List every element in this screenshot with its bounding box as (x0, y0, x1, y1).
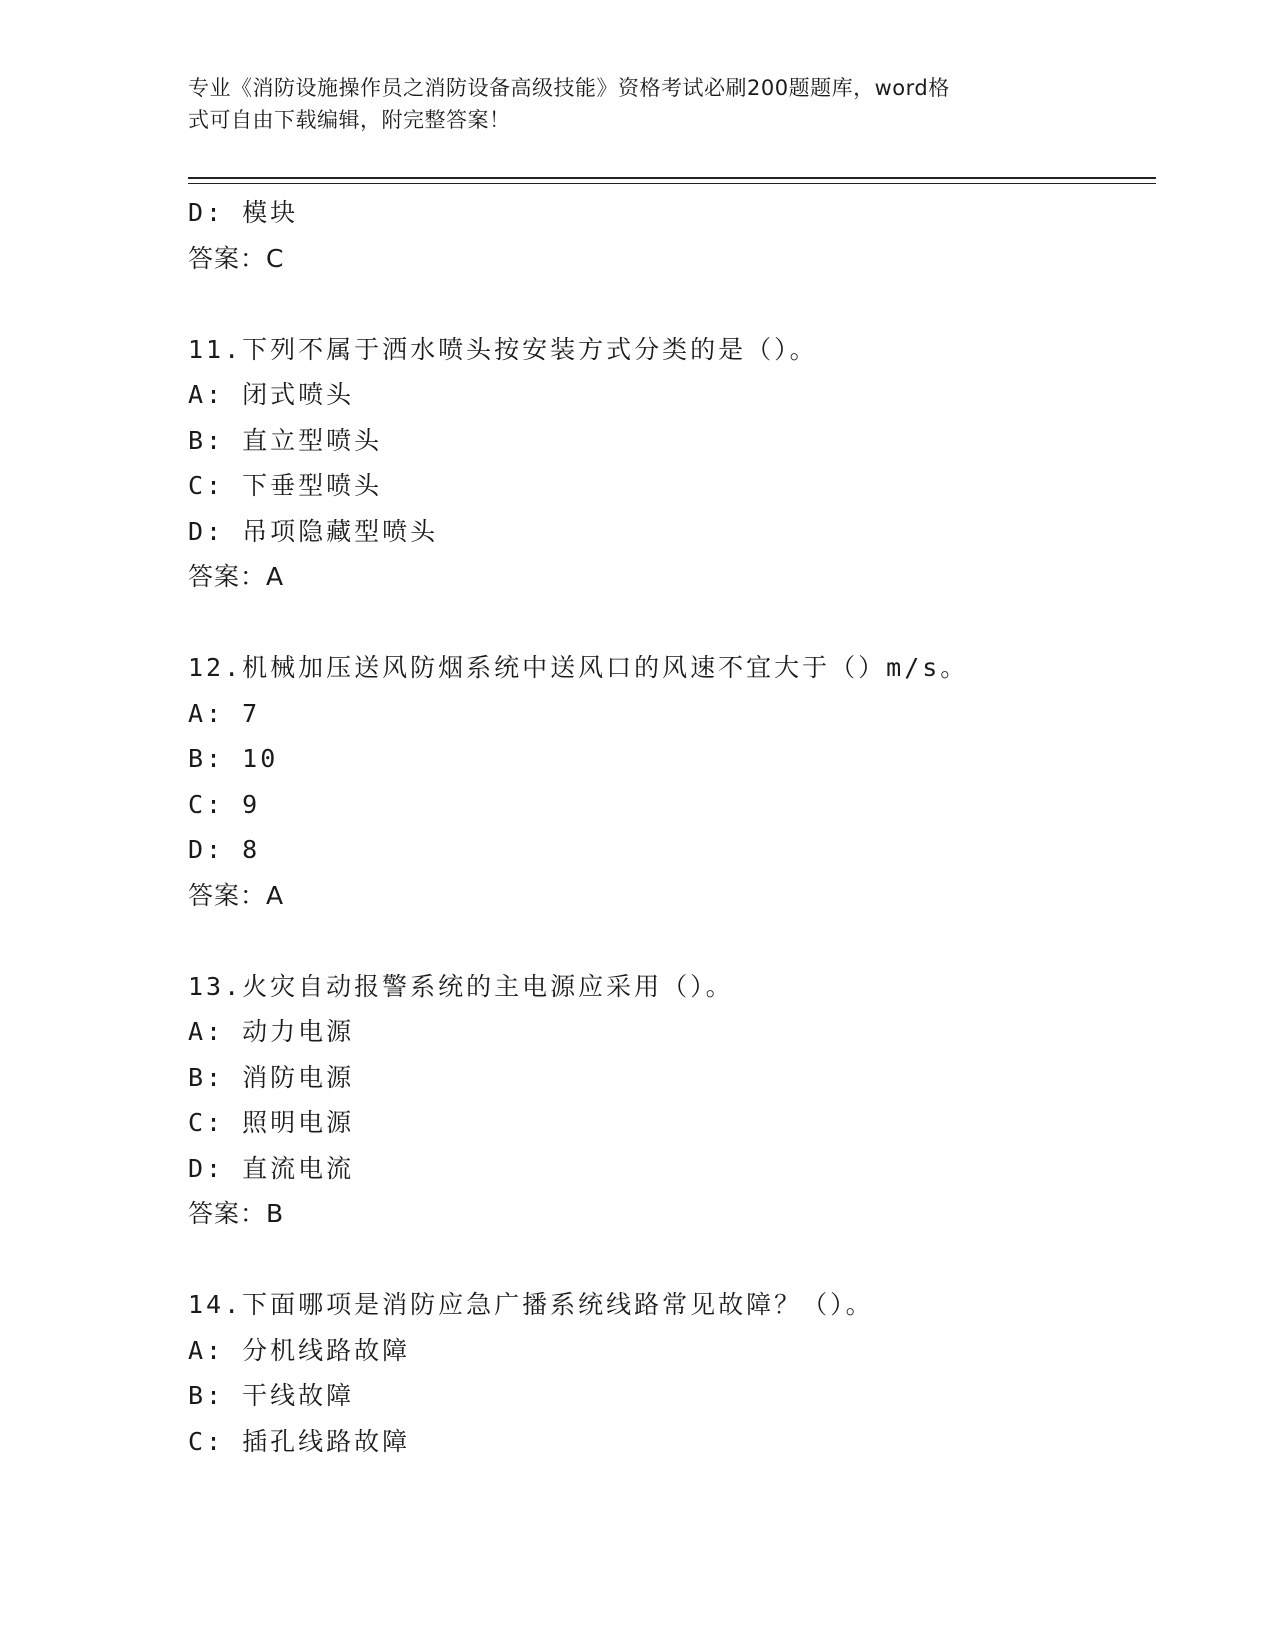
question-stem: 11.下列不属于洒水喷头按安装方式分类的是（）。 (188, 334, 818, 364)
question-stem: 12.机械加压送风防烟系统中送风口的风速不宜大于（）m/s。 (188, 653, 969, 682)
question-list (188, 190, 1156, 1464)
option-b: B: 干线故障 (188, 1381, 355, 1410)
spacer (188, 281, 1156, 327)
spacer (188, 600, 1156, 646)
question-block-12 (188, 645, 1156, 918)
option-a: A: 闭式喷头 (188, 380, 355, 409)
answer-line: 答案：C (188, 243, 285, 273)
option-c: C: 插孔线路故障 (188, 1426, 411, 1456)
question-stem: 14.下面哪项是消防应急广播系统线路常见故障？（）。 (188, 1290, 874, 1319)
option-b: B: 直立型喷头 (188, 425, 383, 455)
question-block-13 (188, 964, 1156, 1237)
option-d: D: 8 (188, 835, 261, 864)
option-a: A: 动力电源 (188, 1017, 355, 1046)
option-c: C: 照明电源 (188, 1108, 355, 1137)
option-c: C: 9 (188, 789, 261, 819)
header-divider-thin (188, 183, 1156, 184)
answer-line: 答案：A (188, 880, 285, 910)
option-c: C: 下垂型喷头 (188, 471, 383, 500)
option-d: D: 吊项隐藏型喷头 (188, 516, 439, 546)
spacer (188, 918, 1156, 964)
document-header (188, 72, 1088, 136)
answer-line: 答案：B (188, 1199, 285, 1228)
header-line-1: 专业《消防设施操作员之消防设备高级技能》资格考试必刷200题题库，word格 (188, 76, 950, 100)
option-a: A: 7 (188, 698, 261, 728)
option-b: B: 10 (188, 744, 279, 773)
option-a: A: 分机线路故障 (188, 1335, 411, 1365)
header-line-2: 式可自由下载编辑，附完整答案！ (188, 108, 511, 132)
option-d: D: 模块 (188, 198, 299, 227)
question-block-11 (188, 327, 1156, 600)
question-stem: 13.火灾自动报警系统的主电源应采用（）。 (188, 971, 734, 1001)
option-d: D: 直流电流 (188, 1153, 355, 1183)
option-b: B: 消防电源 (188, 1062, 355, 1092)
question-block-14 (188, 1282, 1156, 1464)
header-divider-thick (188, 177, 1156, 179)
spacer (188, 1237, 1156, 1283)
answer-line: 答案：A (188, 562, 285, 591)
